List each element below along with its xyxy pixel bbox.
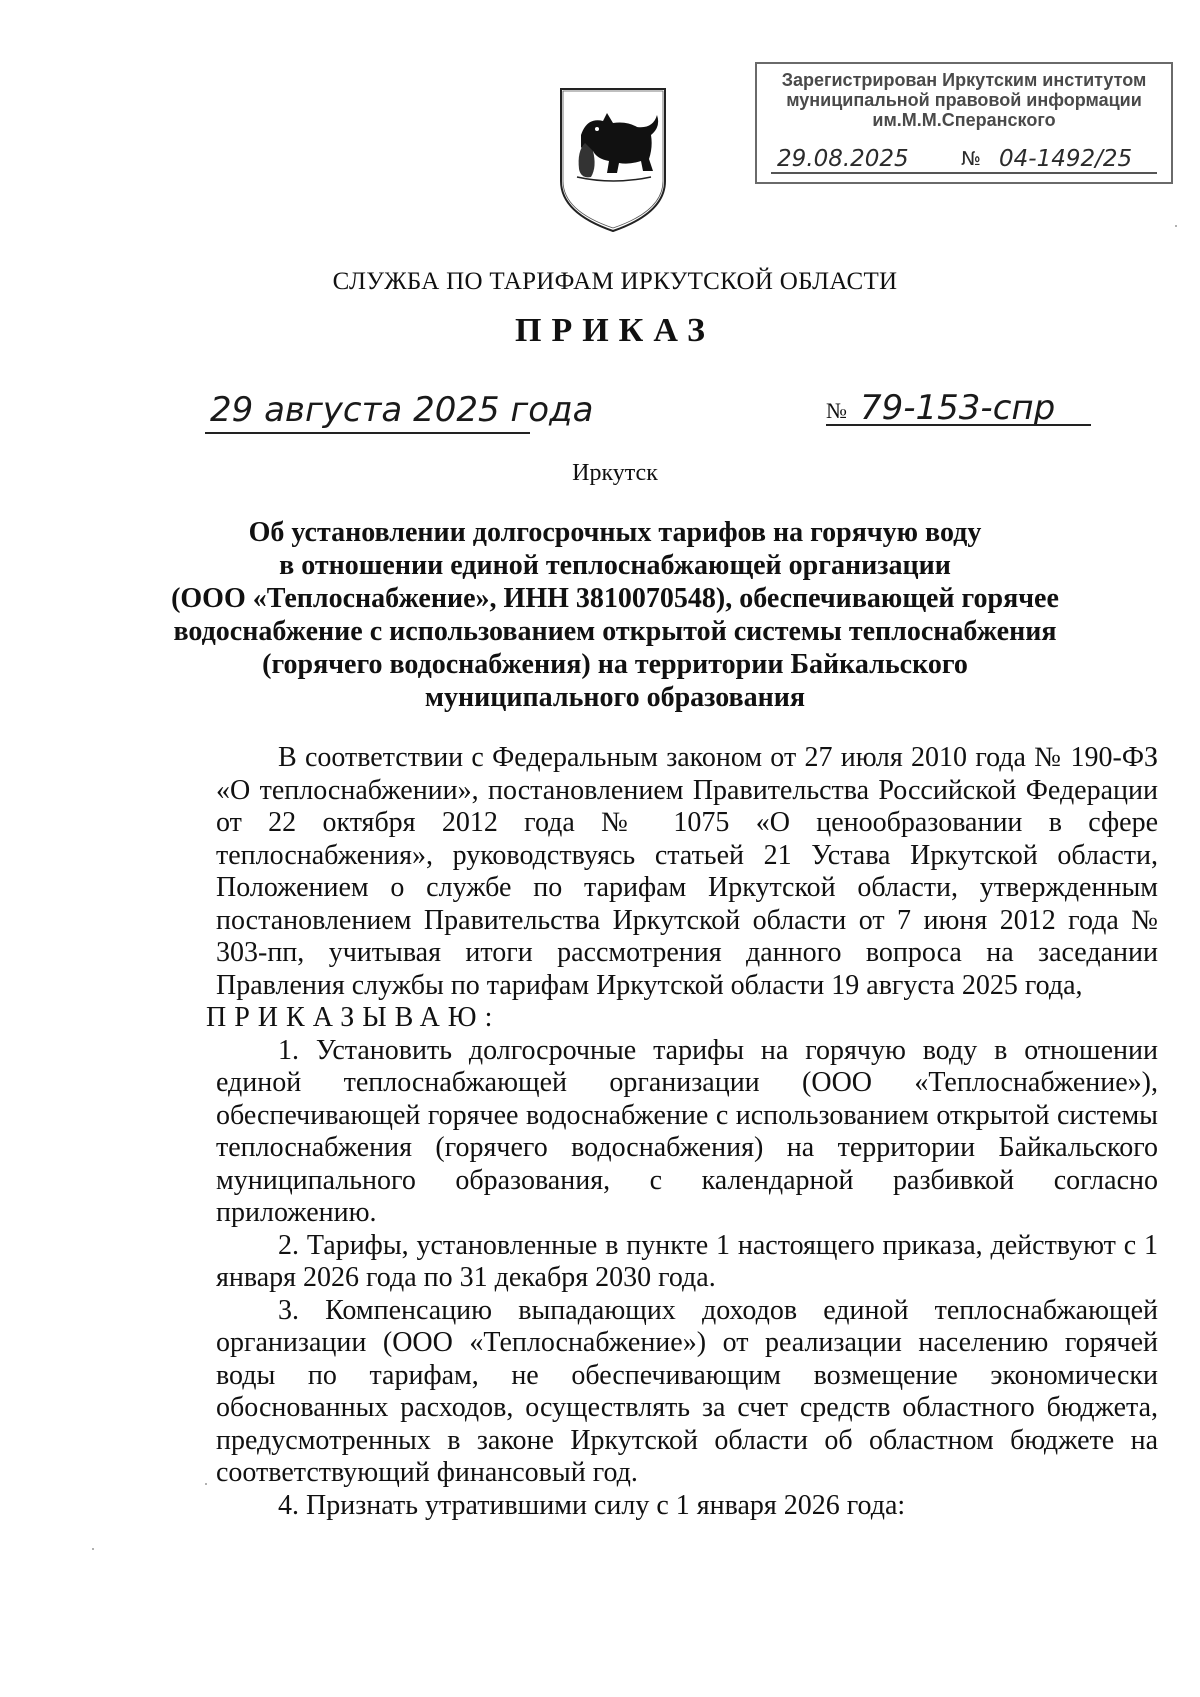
agency-name: СЛУЖБА ПО ТАРИФАМ ИРКУТСКОЙ ОБЛАСТИ xyxy=(332,268,898,295)
order-item: 3. Компенсацию выпадающих доходов единой теплоснабжающей организации (ООО «Теплоснабжение») от реализации населению горячей воды по тарифам, не обеспечивающим возмещение экономически обоснованных расходов, осуществлять за счет средств областного бюджета, предусмотренных в законе Иркутской области об областном бюджете на соответствующий финансовый год. xyxy=(216,1294,1158,1488)
city: Иркутск xyxy=(572,460,658,486)
order-item: 1. Установить долгосрочные тарифы на горячую воду в отношении единой теплоснабжающей организации (ООО «Теплоснабжение»), обеспечивающей горячее водоснабжение с использованием открытой системы теплоснабжения (горячего водоснабжения) на территории Байкальского муниципального образования, с календарной разбивкой согласно приложению. xyxy=(216,1034,1158,1228)
title-line: муниципального образования xyxy=(424,682,806,713)
stamp-registration-row xyxy=(771,146,1157,174)
title-line: (ООО «Теплоснабжение», ИНН 3810070548), обеспечивающей горячее xyxy=(171,583,1059,614)
title-line: Об установлении долгосрочных тарифов на горячую воду xyxy=(248,517,982,548)
order-number-label: № xyxy=(826,398,847,423)
order-item: 4. Признать утратившими силу с 1 января 2026 года: xyxy=(278,1489,906,1521)
scan-speck xyxy=(1175,225,1177,227)
order-date: 29 августа 2025 года xyxy=(210,390,594,430)
scan-speck xyxy=(92,1548,94,1550)
stamp-line: им.М.М.Сперанского xyxy=(872,110,1056,130)
stamp-line: Зарегистрирован Иркутским институтом xyxy=(781,70,1147,90)
order-number: 79-153-спр xyxy=(860,388,1056,428)
document-type: ПРИКАЗ xyxy=(515,312,715,349)
stamp-underline xyxy=(771,172,1157,174)
title-line: в отношении единой теплоснабжающей организации xyxy=(279,550,951,581)
coat-of-arms-icon xyxy=(557,85,669,235)
document-body xyxy=(206,742,1158,1522)
stamp-line: муниципальной правовой информации xyxy=(786,90,1142,110)
stamp-number: 04-1492/25 xyxy=(999,146,1133,172)
number-underline xyxy=(826,424,1091,426)
order-word: ПРИКАЗЫВАЮ: xyxy=(206,1002,501,1033)
scan-speck xyxy=(205,1483,207,1485)
title-line: (горячего водоснабжения) на территории Байкальского xyxy=(262,649,968,680)
registration-stamp xyxy=(755,62,1173,184)
title-line: водоснабжение с использованием открытой системы теплоснабжения xyxy=(173,616,1057,647)
preamble-paragraph: В соответствии с Федеральным законом от 27 июля 2010 года № 190-ФЗ «О теплоснабжении», постановлением Правительства Российской Федерации от 22 октября 2012 года № 1075 «О ценообразовании в сфере теплоснабжения», руководствуясь статьей 21 Устава Иркутской области, Положением о службе по тарифам Иркутской области, утвержденным постановлением Правительства Иркутской области от 7 июня 2012 года № 303-пп, учитывая итоги рассмотрения данного вопроса на заседании Правления службы по тарифам Иркутской области 19 августа 2025 года, xyxy=(216,742,1158,1001)
document-title xyxy=(0,516,1200,714)
order-item: 2. Тарифы, установленные в пункте 1 настоящего приказа, действуют с 1 января 2026 года по 31 декабря 2030 года. xyxy=(216,1229,1158,1293)
stamp-number-label: № xyxy=(961,148,981,170)
date-underline xyxy=(205,432,530,434)
stamp-date: 29.08.2025 xyxy=(777,146,909,172)
